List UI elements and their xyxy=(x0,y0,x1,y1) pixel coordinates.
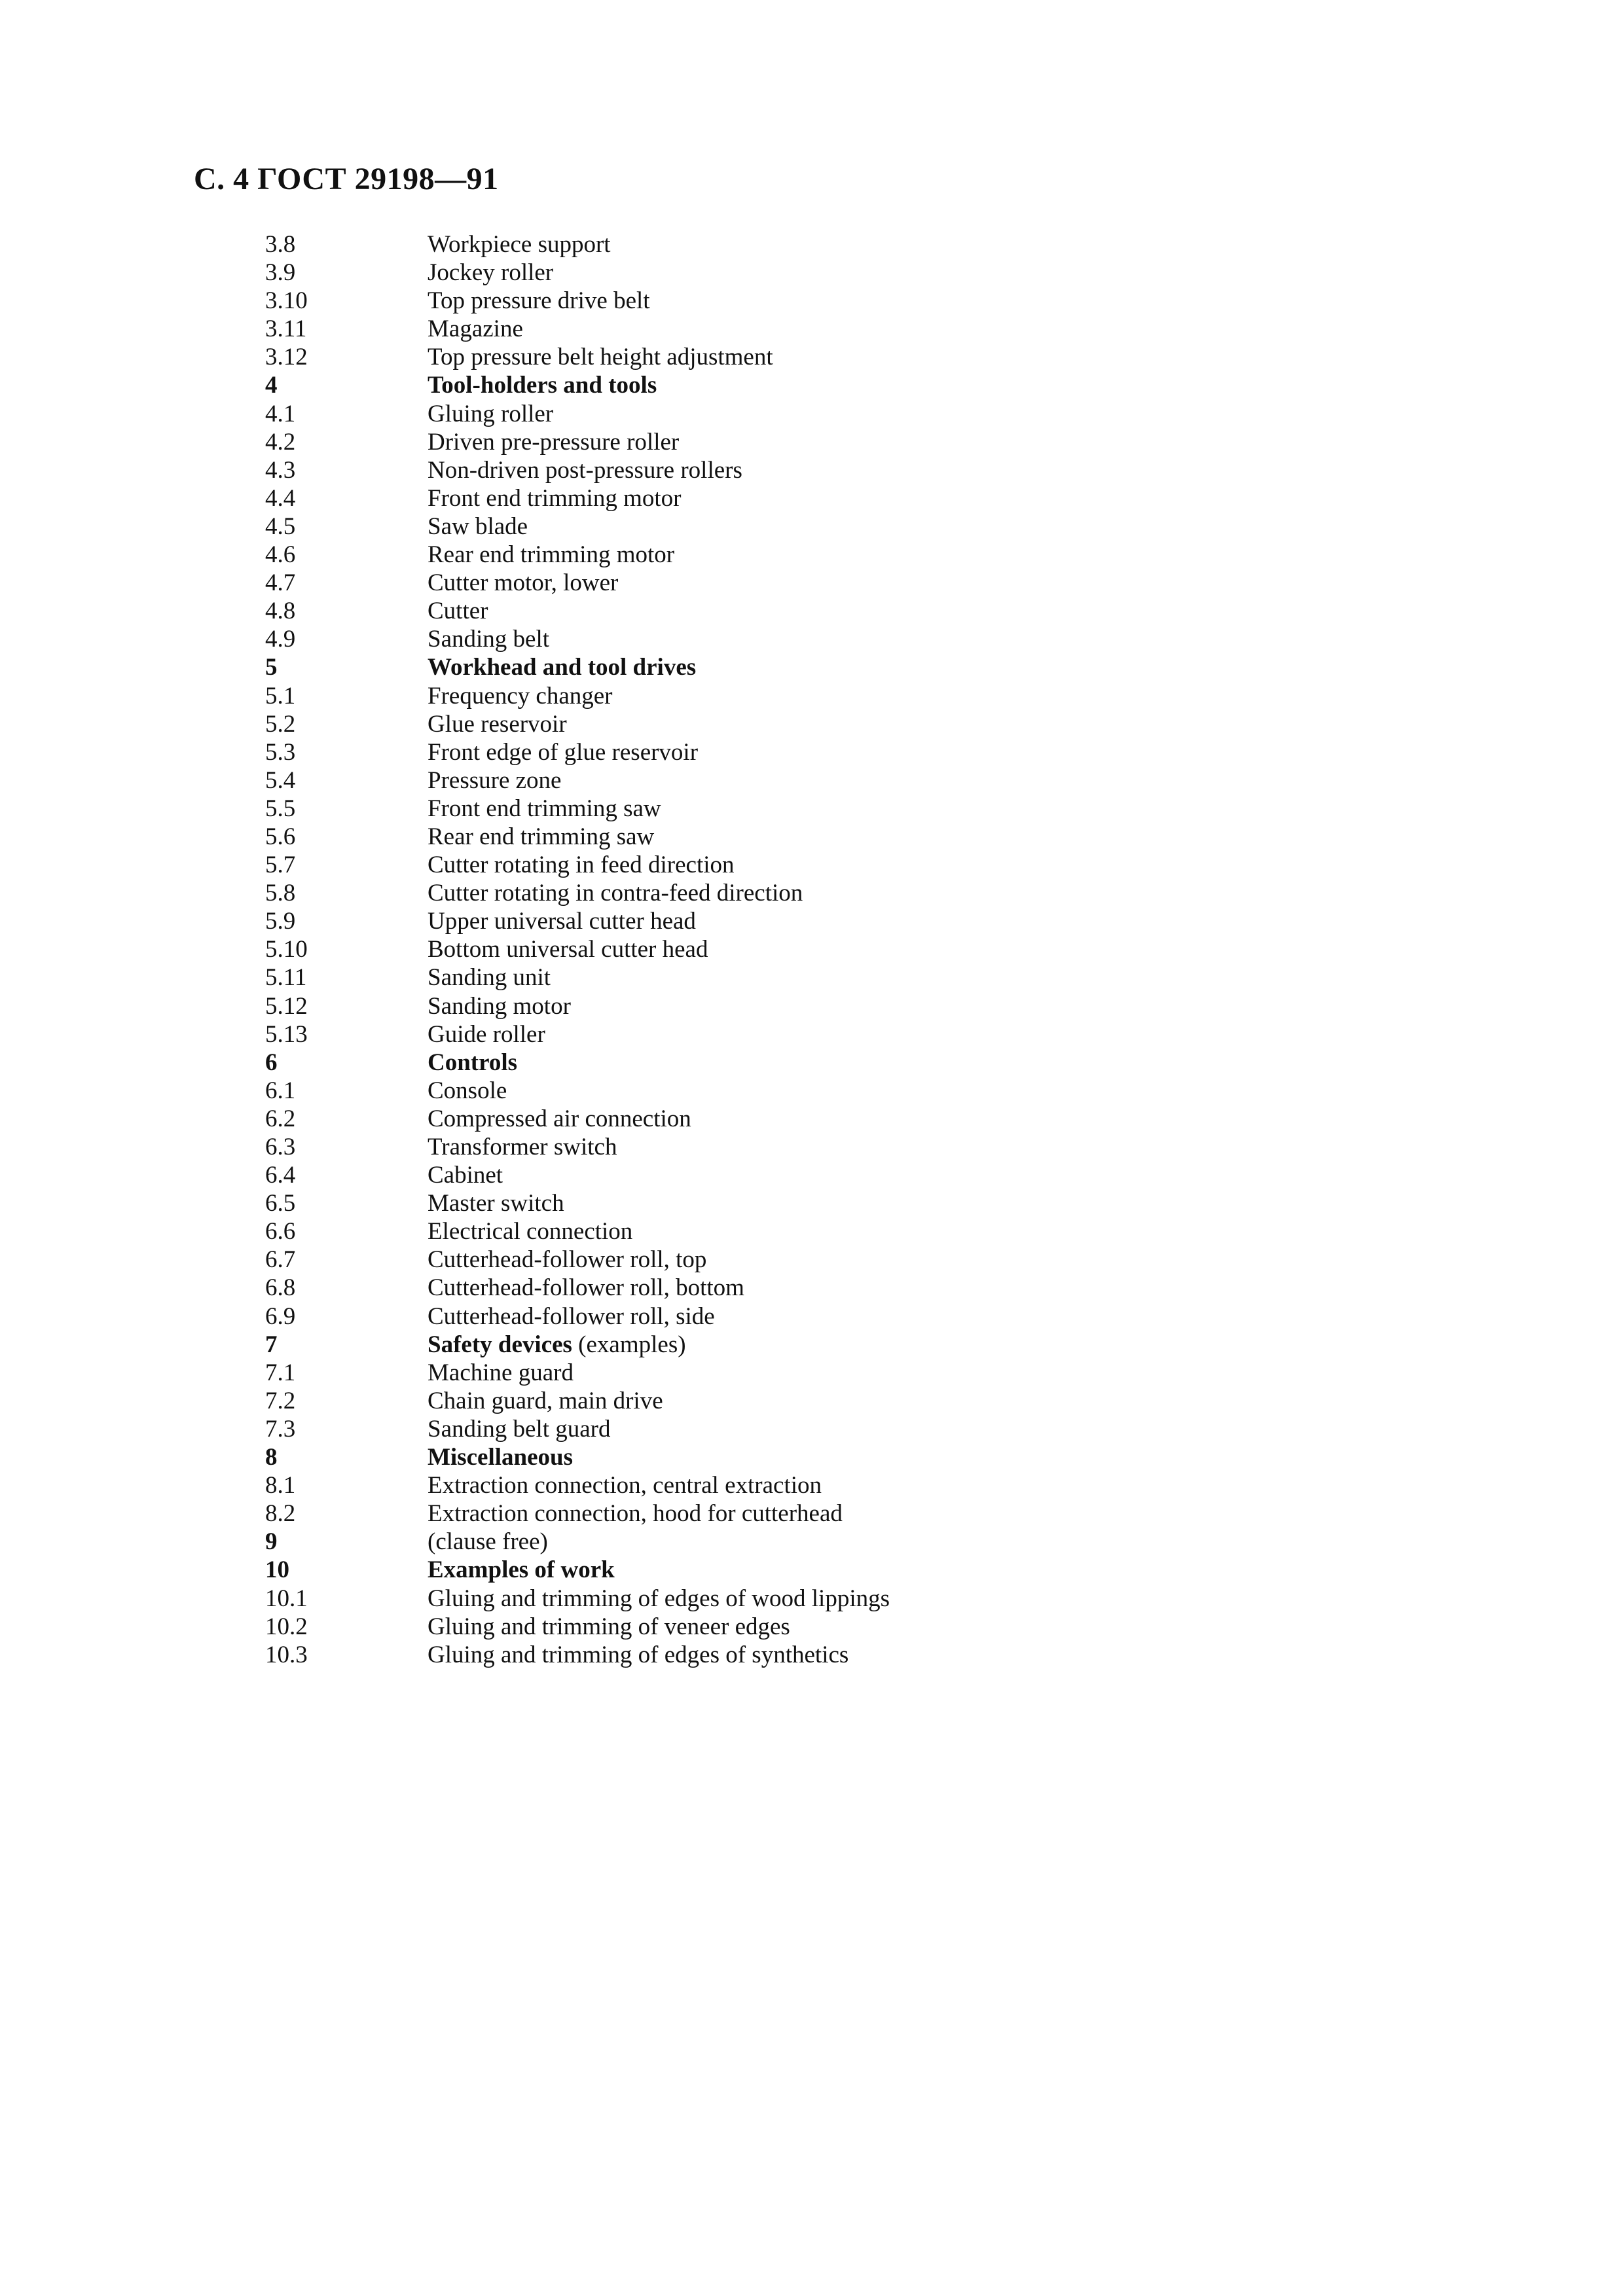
term-plain-text: Workpiece support xyxy=(428,231,611,258)
term-plain-text: Cutter rotating in contra-feed direction xyxy=(428,880,803,907)
term-row xyxy=(265,1499,1509,1528)
term-row xyxy=(265,259,1509,287)
term-text xyxy=(428,682,1509,710)
term-text xyxy=(428,1528,1509,1556)
term-bold-text: Miscellaneous xyxy=(428,1444,573,1471)
term-number: 5.6 xyxy=(265,823,296,850)
term-row xyxy=(265,597,1509,625)
term-text xyxy=(428,1302,1509,1331)
term-text xyxy=(428,315,1509,343)
term-number: 3.9 xyxy=(265,259,296,287)
term-plain-text: Gluing and trimming of edges of synthetics xyxy=(428,1641,849,1668)
term-text xyxy=(428,1020,1509,1049)
term-number: 3.11 xyxy=(265,315,307,343)
term-plain-text: Compressed air connection xyxy=(428,1105,691,1132)
term-text xyxy=(428,907,1509,935)
term-number: 4.8 xyxy=(265,598,296,625)
term-number: 5.5 xyxy=(265,795,296,822)
term-row xyxy=(265,1641,1509,1669)
section-heading-row xyxy=(265,653,1509,681)
term-number: 8.1 xyxy=(265,1472,296,1499)
term-text xyxy=(428,597,1509,625)
term-text xyxy=(428,963,1509,992)
term-number: 10.1 xyxy=(265,1585,308,1612)
term-text xyxy=(428,400,1509,428)
term-number: 4.2 xyxy=(265,428,296,456)
term-plain-text: Magazine xyxy=(428,315,523,343)
term-text xyxy=(428,1133,1509,1161)
term-row xyxy=(265,963,1509,992)
term-plain-text: Saw blade xyxy=(428,512,528,540)
term-number: 5.12 xyxy=(265,992,308,1020)
term-number: 10.2 xyxy=(265,1613,308,1640)
term-plain-text: Front end trimming saw xyxy=(428,795,661,822)
section-heading-row xyxy=(265,1049,1509,1077)
term-plain-text: Bottom universal cutter head xyxy=(428,936,708,963)
term-row xyxy=(265,287,1509,315)
term-text xyxy=(428,287,1509,315)
term-row xyxy=(265,1217,1509,1246)
term-row xyxy=(265,992,1509,1020)
term-text xyxy=(428,456,1509,484)
term-number: 9 xyxy=(265,1528,278,1556)
term-row xyxy=(265,1585,1509,1613)
term-plain-text: Front end trimming motor xyxy=(428,484,682,512)
term-number: 5.8 xyxy=(265,880,296,907)
term-plain-text: Chain guard, main drive xyxy=(428,1387,663,1414)
term-row xyxy=(265,766,1509,795)
term-plain-text: Jockey roller xyxy=(428,259,554,287)
term-number: 6.7 xyxy=(265,1246,296,1274)
term-number: 6.5 xyxy=(265,1190,296,1217)
term-plain-text: Sanding belt xyxy=(428,626,550,653)
term-plain-text: Glue reservoir xyxy=(428,710,567,738)
term-number: 5.4 xyxy=(265,766,296,794)
term-plain-text: Pressure zone xyxy=(428,766,562,794)
term-number: 6.6 xyxy=(265,1218,296,1246)
term-bold-text: Tool-holders and tools xyxy=(428,372,657,399)
term-row xyxy=(265,1133,1509,1161)
term-plain-text: Gluing and trimming of veneer edges xyxy=(428,1613,790,1640)
term-plain-text: Console xyxy=(428,1077,507,1104)
section-heading-row xyxy=(265,1443,1509,1471)
term-plain-text: Gluing roller xyxy=(428,400,554,427)
term-number: 6 xyxy=(265,1049,278,1076)
term-number: 10.3 xyxy=(265,1641,308,1668)
term-row xyxy=(265,484,1509,512)
page-header: С. 4 ГОСТ 29198—91 xyxy=(194,162,499,196)
term-text xyxy=(428,230,1509,259)
term-row xyxy=(265,569,1509,597)
term-text xyxy=(428,1217,1509,1246)
term-number: 7.2 xyxy=(265,1387,296,1414)
term-row xyxy=(265,1161,1509,1189)
section-heading-row xyxy=(265,1528,1509,1556)
term-text xyxy=(428,1246,1509,1274)
term-row xyxy=(265,1246,1509,1274)
term-number: 4.3 xyxy=(265,456,296,484)
section-heading-row xyxy=(265,371,1509,399)
term-row xyxy=(265,625,1509,653)
term-bold-text: Examples of work xyxy=(428,1556,615,1584)
term-text xyxy=(428,738,1509,766)
term-row xyxy=(265,1077,1509,1105)
term-plain-text: Rear end trimming motor xyxy=(428,541,675,569)
term-plain-text: Extraction connection, central extraction xyxy=(428,1472,822,1499)
term-plain-text: Driven pre-pressure roller xyxy=(428,428,680,456)
term-plain-text: Cutter rotating in feed direction xyxy=(428,852,735,879)
term-number: 4.5 xyxy=(265,512,296,540)
term-row xyxy=(265,1613,1509,1641)
term-text xyxy=(428,766,1509,795)
term-row xyxy=(265,512,1509,541)
term-row xyxy=(265,1189,1509,1217)
term-number: 4.7 xyxy=(265,569,296,597)
term-plain-text: Extraction connection, hood for cutterhead xyxy=(428,1500,843,1528)
term-text xyxy=(428,851,1509,879)
term-row xyxy=(265,1302,1509,1331)
term-plain-text: Transformer switch xyxy=(428,1134,617,1160)
term-text xyxy=(428,823,1509,851)
term-row xyxy=(265,935,1509,963)
term-text xyxy=(428,935,1509,963)
term-text xyxy=(428,569,1509,597)
term-text xyxy=(428,1105,1509,1133)
term-number: 7.1 xyxy=(265,1359,296,1386)
term-text xyxy=(428,710,1509,738)
term-row xyxy=(265,315,1509,343)
term-plain-text: Front edge of glue reservoir xyxy=(428,738,699,766)
term-number: 8.2 xyxy=(265,1500,296,1528)
term-text xyxy=(428,1359,1509,1387)
term-row xyxy=(265,738,1509,766)
section-heading-row xyxy=(265,1556,1509,1584)
term-number: 6.9 xyxy=(265,1302,296,1330)
term-text xyxy=(428,512,1509,541)
term-row xyxy=(265,710,1509,738)
term-number: 10 xyxy=(265,1556,289,1584)
term-text xyxy=(428,428,1509,456)
term-text xyxy=(428,879,1509,907)
term-text xyxy=(428,343,1509,371)
term-row xyxy=(265,343,1509,371)
term-number: 4 xyxy=(265,372,278,399)
term-row xyxy=(265,230,1509,259)
term-row xyxy=(265,541,1509,569)
term-number: 5.2 xyxy=(265,710,296,738)
term-text xyxy=(428,1049,1509,1077)
term-text xyxy=(428,1331,1509,1359)
term-plain-text: Upper universal cutter head xyxy=(428,908,696,935)
term-plain-text: Top pressure belt height adjustment xyxy=(428,344,773,371)
term-row xyxy=(265,851,1509,879)
term-text xyxy=(428,992,1509,1020)
term-text xyxy=(428,653,1509,681)
term-row xyxy=(265,400,1509,428)
term-plain-text: Electrical connection xyxy=(428,1218,633,1246)
term-row xyxy=(265,879,1509,907)
term-text xyxy=(428,625,1509,653)
term-text xyxy=(428,1387,1509,1415)
term-number: 8 xyxy=(265,1444,278,1471)
term-row xyxy=(265,456,1509,484)
term-row xyxy=(265,1274,1509,1302)
term-number: 6.3 xyxy=(265,1134,296,1160)
term-plain-text: Sanding belt guard xyxy=(428,1415,611,1443)
section-heading-row xyxy=(265,1331,1509,1359)
term-number: 5.9 xyxy=(265,908,296,935)
term-number: 6.1 xyxy=(265,1077,296,1104)
term-row xyxy=(265,1359,1509,1387)
term-number: 3.8 xyxy=(265,231,296,258)
term-text xyxy=(428,1613,1509,1641)
term-plain-text: Cutter xyxy=(428,598,488,625)
term-plain-text: Top pressure drive belt xyxy=(428,287,650,315)
term-text xyxy=(428,795,1509,823)
term-list xyxy=(265,230,1509,1669)
term-text xyxy=(428,1585,1509,1613)
term-bold-text: Workhead and tool drives xyxy=(428,654,697,681)
term-plain-text: (examples) xyxy=(572,1331,686,1358)
term-plain-text: Frequency changer xyxy=(428,682,613,709)
term-plain-text: (clause free) xyxy=(428,1528,548,1556)
term-text xyxy=(428,259,1509,287)
term-plain-text: Cutterhead-follower roll, bottom xyxy=(428,1274,744,1302)
term-bold-text: Safety devices xyxy=(428,1331,572,1358)
term-text xyxy=(428,1077,1509,1105)
term-plain-text: Cutterhead-follower roll, side xyxy=(428,1302,715,1330)
term-text xyxy=(428,1415,1509,1443)
term-number: 5.11 xyxy=(265,964,307,992)
term-plain-text: Guide roller xyxy=(428,1020,545,1048)
term-row xyxy=(265,682,1509,710)
term-number: 6.8 xyxy=(265,1274,296,1302)
term-text xyxy=(428,1443,1509,1471)
term-plain-text: Gluing and trimming of edges of wood lippings xyxy=(428,1585,890,1612)
term-plain-text: Machine guard xyxy=(428,1359,574,1386)
term-row xyxy=(265,823,1509,851)
term-plain-text: Sanding motor xyxy=(428,992,571,1020)
term-number: 5.7 xyxy=(265,852,296,879)
term-plain-text: Master switch xyxy=(428,1190,564,1217)
term-number: 7 xyxy=(265,1331,278,1358)
term-number: 5.3 xyxy=(265,738,296,766)
term-number: 5.10 xyxy=(265,936,308,963)
term-text xyxy=(428,1471,1509,1499)
term-bold-text: Controls xyxy=(428,1049,518,1076)
term-row xyxy=(265,1387,1509,1415)
term-text xyxy=(428,1161,1509,1189)
term-number: 5.1 xyxy=(265,682,296,709)
term-row xyxy=(265,1471,1509,1499)
term-number: 3.12 xyxy=(265,344,308,371)
term-plain-text: Cutter motor, lower xyxy=(428,569,619,597)
term-number: 6.4 xyxy=(265,1162,296,1189)
term-plain-text: Sanding unit xyxy=(428,964,551,992)
term-text xyxy=(428,1641,1509,1669)
term-plain-text: Cutterhead-follower roll, top xyxy=(428,1246,707,1274)
term-row xyxy=(265,1020,1509,1049)
term-number: 7.3 xyxy=(265,1415,296,1443)
term-plain-text: Non-driven post-pressure rollers xyxy=(428,456,742,484)
term-number: 4.1 xyxy=(265,400,296,427)
term-text xyxy=(428,1189,1509,1217)
term-text xyxy=(428,1499,1509,1528)
term-number: 3.10 xyxy=(265,287,308,315)
term-number: 5.13 xyxy=(265,1020,308,1048)
term-text xyxy=(428,484,1509,512)
term-number: 6.2 xyxy=(265,1105,296,1132)
term-text xyxy=(428,1274,1509,1302)
term-row xyxy=(265,428,1509,456)
term-text xyxy=(428,1556,1509,1584)
term-row xyxy=(265,1105,1509,1133)
term-text xyxy=(428,541,1509,569)
term-number: 4.6 xyxy=(265,541,296,569)
term-number: 4.9 xyxy=(265,626,296,653)
term-number: 4.4 xyxy=(265,484,296,512)
term-number: 5 xyxy=(265,654,278,681)
term-plain-text: Rear end trimming saw xyxy=(428,823,655,850)
term-row xyxy=(265,907,1509,935)
term-row xyxy=(265,1415,1509,1443)
term-row xyxy=(265,795,1509,823)
term-text xyxy=(428,371,1509,399)
term-plain-text: Cabinet xyxy=(428,1162,503,1189)
